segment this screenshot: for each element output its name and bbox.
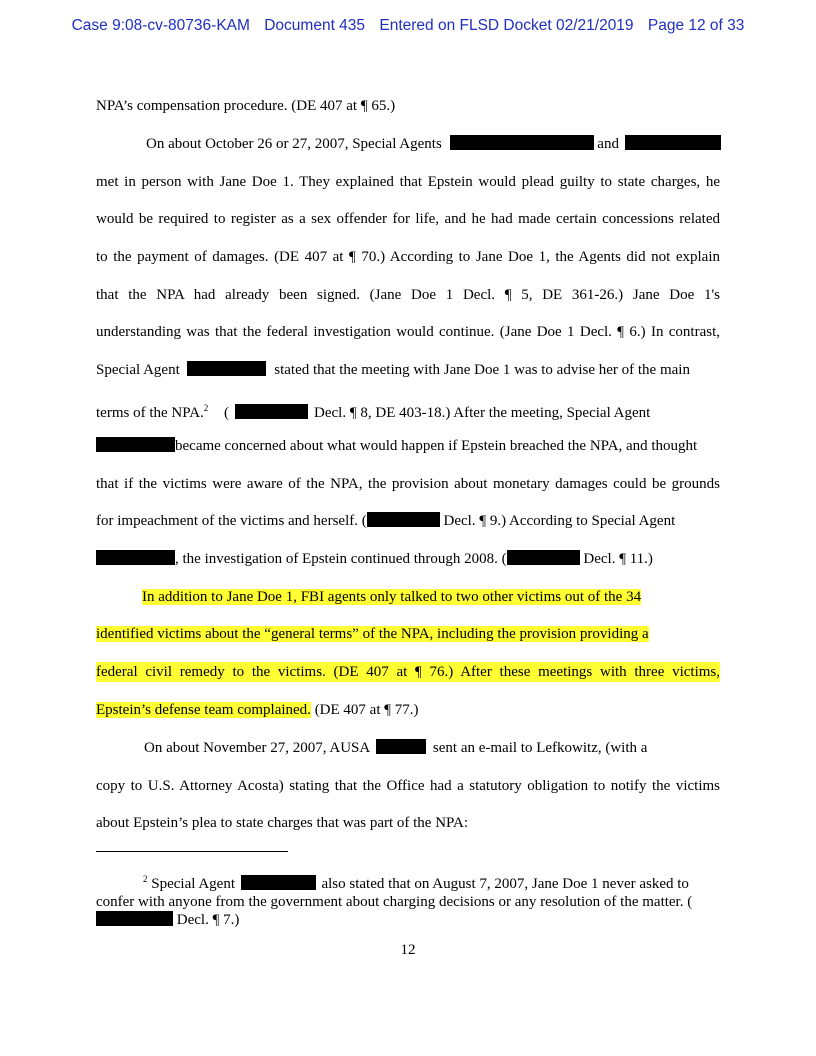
text-line: copy to U.S. Attorney Acosta) stating that the Office had a statutory obligation to notify the victims: [96, 778, 720, 794]
docket-header: [0, 17, 816, 35]
text-line: to the payment of damages. (DE 407 at ¶ 70.) According to Jane Doe 1, the Agents did not explain: [96, 249, 720, 265]
text-line: NPA’s compensation procedure. (DE 407 at ¶ 65.): [96, 98, 396, 114]
redaction-block: [235, 404, 308, 419]
text-line: Epstein’s defense team complained. (DE 407 at ¶ 77.): [96, 702, 419, 718]
text-line: that the NPA had already been signed. (Jane Doe 1 Decl. ¶ 5, DE 361-26.) Jane Doe 1's: [96, 287, 720, 303]
document-number: Document 435: [264, 17, 366, 34]
redaction-block: [96, 911, 173, 926]
text-line: would be required to register as a sex offender for life, and he had made certain concessions related: [96, 211, 720, 227]
text-line: , the investigation of Epstein continued through 2008. ( Decl. ¶ 11.): [96, 549, 653, 569]
redaction-block: [187, 361, 266, 376]
entered-docket: Entered on FLSD Docket 02/21/2019: [379, 17, 634, 34]
redaction-block: [96, 437, 175, 452]
redaction-block: [625, 135, 721, 150]
text-line: terms of the NPA.$^2$ ( Decl. ¶ 8, DE 403-18.) After the meeting, Special Agent: [96, 403, 651, 421]
text-line: On about October 26 or 27, 2007, Special Agents and: [146, 134, 721, 154]
redaction-block: [507, 550, 580, 565]
text-line: Special Agent stated that the meeting with Jane Doe 1 was to advise her of the main: [96, 362, 690, 378]
highlighted-text-line: In addition to Jane Doe 1, FBI agents only talked to two other victims out of the 34: [142, 589, 642, 605]
footnote-divider: [96, 851, 288, 852]
page-number: 12: [400, 942, 416, 958]
highlighted-text-line: identified victims about the “general terms” of the NPA, including the provision providing a: [96, 626, 649, 642]
text-line: that if the victims were aware of the NPA, the provision about monetary damages could be grounds: [96, 476, 720, 492]
redaction-block: [241, 875, 316, 890]
text-line: understanding was that the federal investigation would continue. (Jane Doe 1 Decl. ¶ 6.) In contrast,: [96, 324, 720, 340]
text-line: met in person with Jane Doe 1. They explained that Epstein would plead guilty to state charges, he: [96, 174, 720, 190]
case-number: Case 9:08-cv-80736-KAM: [71, 17, 250, 34]
footnote: $^2$ Special Agent also stated that on August 7, 2007, Jane Doe 1 never asked to confer with anyone from the government about charging decisions or any resolution of the matter. ( Decl. ¶ 7.): [96, 874, 693, 928]
page-indicator: Page 12 of 33: [647, 17, 745, 34]
text-line: became concerned about what would happen if Epstein breached the NPA, and thought: [96, 436, 697, 456]
redaction-block: [367, 512, 440, 527]
text-line: On about November 27, 2007, AUSA sent an e-mail to Lefkowitz, (with a: [144, 740, 648, 756]
redaction-block: [450, 135, 594, 150]
highlighted-text-line: federal civil remedy to the victims. (DE 407 at ¶ 76.) After these meetings with three victims,: [96, 664, 720, 680]
redaction-block: [96, 550, 175, 565]
redaction-block: [376, 739, 426, 754]
text-line: for impeachment of the victims and herself. ( Decl. ¶ 9.) According to Special Agent: [96, 513, 676, 529]
text-line: about Epstein’s plea to state charges that was part of the NPA:: [96, 815, 469, 831]
